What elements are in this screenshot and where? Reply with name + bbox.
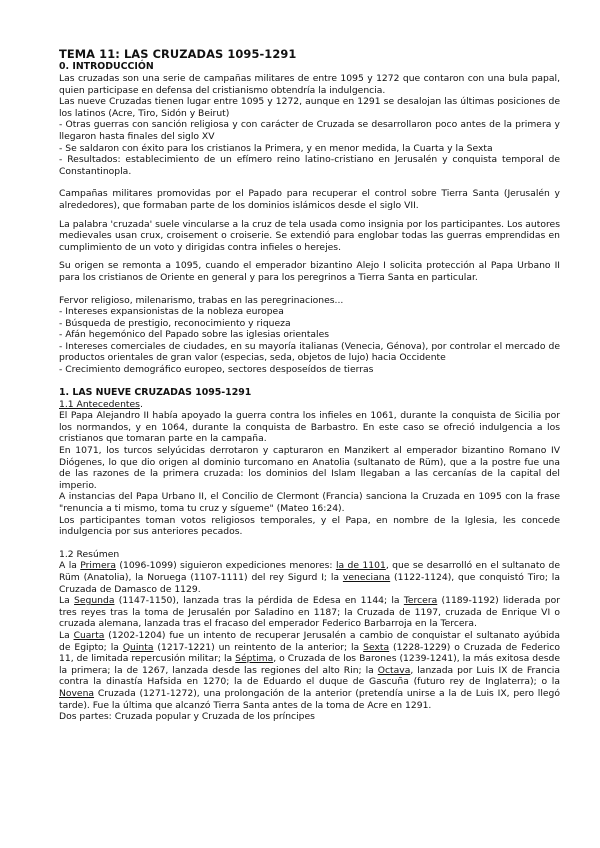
text-segment: (1122-1124), que conquistó Tiro; la Cruzada de Damasco de 1129. <box>59 571 560 595</box>
intro-paragraph: La palabra 'cruzada' suele vincularse a la cruz de tela usada como insignia por los participantes. Los autores medievales usan crux, croisement o croiserie. Se extendió para englobar todas las guerras emprendidas en cumplimiento de un voto y dirigidas contra infieles o herejes. <box>59 218 560 253</box>
subsection-suffix: . <box>139 398 143 410</box>
text-segment: , o Cruzada de los Barones (1239-1241), la más exitosa desde la primera; la de 1267, lanzada desde las regiones del alto Rin; la <box>59 653 561 676</box>
intro-line: - Se saldaron con éxito para los cristianos la Primera, y en menor medida, la Cuarta y la Sexta <box>59 142 493 154</box>
intro-line: - Otras guerras con sanción religiosa y con carácter de Cruzada se desarrollaron poco antes de la primera y llegaron hasta finales del siglo XV <box>59 119 560 142</box>
text-segment: , lanzada por Luis IX de Francia contra la dinastía Hafsida en 1270; la de Eduardo el duque de Gascuña (futuro rey de Inglaterra); o la <box>59 664 560 688</box>
text-segment: (1189-1192) liderada por tres reyes tras la toma de Jerusalén por Saladino en 1187; la Cruzada de 1197, cruzada de Enrique VI o cruzada alemana, lanzada tras el fracaso del emperador Federico Barbarroja en la Tercera. <box>59 595 560 630</box>
cause-item: - Intereses comerciales de ciudades, en su mayoría italianas (Venecia, Génova), por controlar el mercado de productos orientales de gran valor (especias, seda, objetos de lujo) hacia Occidente <box>59 340 560 364</box>
text-segment: La <box>59 629 74 641</box>
resumen-paragraph-1 <box>59 560 560 595</box>
text-segment: (1217-1221) un reintento de la anterior; la <box>153 641 364 653</box>
intro-heading: 0. INTRODUCCIÓN <box>59 61 154 72</box>
cause-item: - Afán hegemónico del Papado sobre las iglesias orientales <box>59 329 330 341</box>
crusade-link-sexta: Sexta <box>363 641 390 653</box>
section1-heading: 1. LAS NUEVE CRUZADAS 1095-1291 <box>59 386 252 398</box>
crusade-link-quinta: Quinta <box>122 641 154 653</box>
subsection-resumen: 1.2 Resúmen <box>59 548 120 560</box>
resumen-paragraph-2 <box>59 595 560 630</box>
document-title: TEMA 11: LAS CRUZADAS 1095-1291 <box>59 47 297 61</box>
crusade-link-1101: la de 1101 <box>335 560 386 572</box>
intro-paragraph: Su origen se remonta a 1095, cuando el emperador bizantino Alejo I solicita protección al Papa Urbano II para los cristianos de Oriente en general y para los peregrinos a Tierra Santa en particular. <box>59 260 560 283</box>
cause-item: - Intereses expansionistas de la nobleza europea <box>59 306 284 318</box>
antecedentes-paragraph: En 1071, los turcos selyúcidas derrotaron y capturaron en Manzikert al emperador bizantino Romano IV Diógenes, lo que dio origen al dominio turcomano en Anatolia (sultanato de Rüm), que a la postre fue una de las razones de la primera cruzada: los dominios del Islam llegaban a las cercanías de la capital del imperio. <box>59 445 560 491</box>
text-segment: A la <box>59 560 81 572</box>
crusade-link-primera: Primera <box>80 560 116 572</box>
crusade-link-tercera: Tercera <box>403 595 438 607</box>
crusade-link-octava: Octava <box>377 664 411 676</box>
crusade-link-septima: Séptima <box>235 653 274 665</box>
causes-list <box>59 295 560 376</box>
intro-line: Las cruzadas son una serie de campañas militares de entre 1095 y 1272 que contaron con una bula papal, quien participase en defensa del cristianismo obtendría la indulgencia. <box>59 73 560 96</box>
intro-line: Las nueve Cruzadas tienen lugar entre 1095 y 1272, aunque en 1291 se desalojan las últimas posiciones de los latinos (Acre, Tiro, Sidón y Beirut) <box>59 96 560 119</box>
intro-paragraph: Campañas militares promovidas por el Papado para recuperar el control sobre Tierra Santa (Jerusalén y alrededores), que formaban parte de los dominios islámicos desde el siglo VII. <box>59 188 560 211</box>
text-segment: , que se desarrolló en el sultanato de Rüm (Anatolia), la Noruega (1107-1111) del rey Sigurd I; la <box>59 560 560 583</box>
crusade-link-cuarta: Cuarta <box>73 629 105 641</box>
cause-item: - Búsqueda de prestigio, reconocimiento y riqueza <box>59 317 291 329</box>
text-segment: (1147-1150), lanzada tras la pérdida de Edesa en 1144; la <box>114 595 404 607</box>
intro-lines <box>59 73 560 177</box>
cause-item: Fervor religioso, milenarismo, trabas en las peregrinaciones... <box>59 294 344 306</box>
crusade-link-segunda: Segunda <box>74 595 115 607</box>
text-segment: (1228-1229) o Cruzada de Federico 11, de limitada repercusión militar; la <box>59 641 560 665</box>
resumen-paragraph-4: Dos partes: Cruzada popular y Cruzada de los príncipes <box>59 711 315 723</box>
text-segment: (1202-1204) fue un intento de recuperar Jerusalén a cambio de conquistar el sultanato ayúbida de Egipto; la <box>59 629 560 653</box>
text-segment: La <box>59 595 75 607</box>
crusade-link-novena: Novena <box>59 687 95 699</box>
cause-item: - Crecimiento demográfico europeo, sectores desposeídos de tierras <box>59 364 374 376</box>
antecedentes-paragraph: Los participantes toman votos religiosos temporales, y el Papa, en nombre de la Iglesia, les concede indulgencia por sus anteriores pecados. <box>59 514 560 538</box>
antecedentes-paragraph: El Papa Alejandro II había apoyado la guerra contra los infieles en 1061, durante la conquista de Sicilia por los normandos, y en 1064, durante la conquista de Barbastro. En este caso se ofreció indulgencia a los cristianos que tomaran parte en la campaña. <box>59 410 560 445</box>
crusade-link-veneciana: veneciana <box>342 571 391 583</box>
antecedentes-paragraph: A instancias del Papa Urbano II, el Concilio de Clermont (Francia) sanciona la Cruzada en 1095 con la frase "renuncia a ti mismo, toma tu cruz y sígueme" (Mateo 16:24). <box>59 491 560 514</box>
subsection-antecedentes <box>59 399 560 411</box>
intro-line: - Resultados: establecimiento de un efímero reino latino-cristiano en Jerusalén y conquista temporal de Constantinopla. <box>59 154 560 177</box>
subsection-title: 1.1 Antecedentes <box>59 398 140 410</box>
resumen-paragraph-3 <box>59 630 560 711</box>
text-segment: (1096-1099) siguieron expediciones menores: <box>116 560 336 572</box>
text-segment: Cruzada (1271-1272), una prolongación de la anterior (pretendía unirse a la de Luis IX, pero llegó tarde). Fue la última que alcanzó Tierra Santa antes de la toma de Acre en 1291. <box>59 687 560 711</box>
